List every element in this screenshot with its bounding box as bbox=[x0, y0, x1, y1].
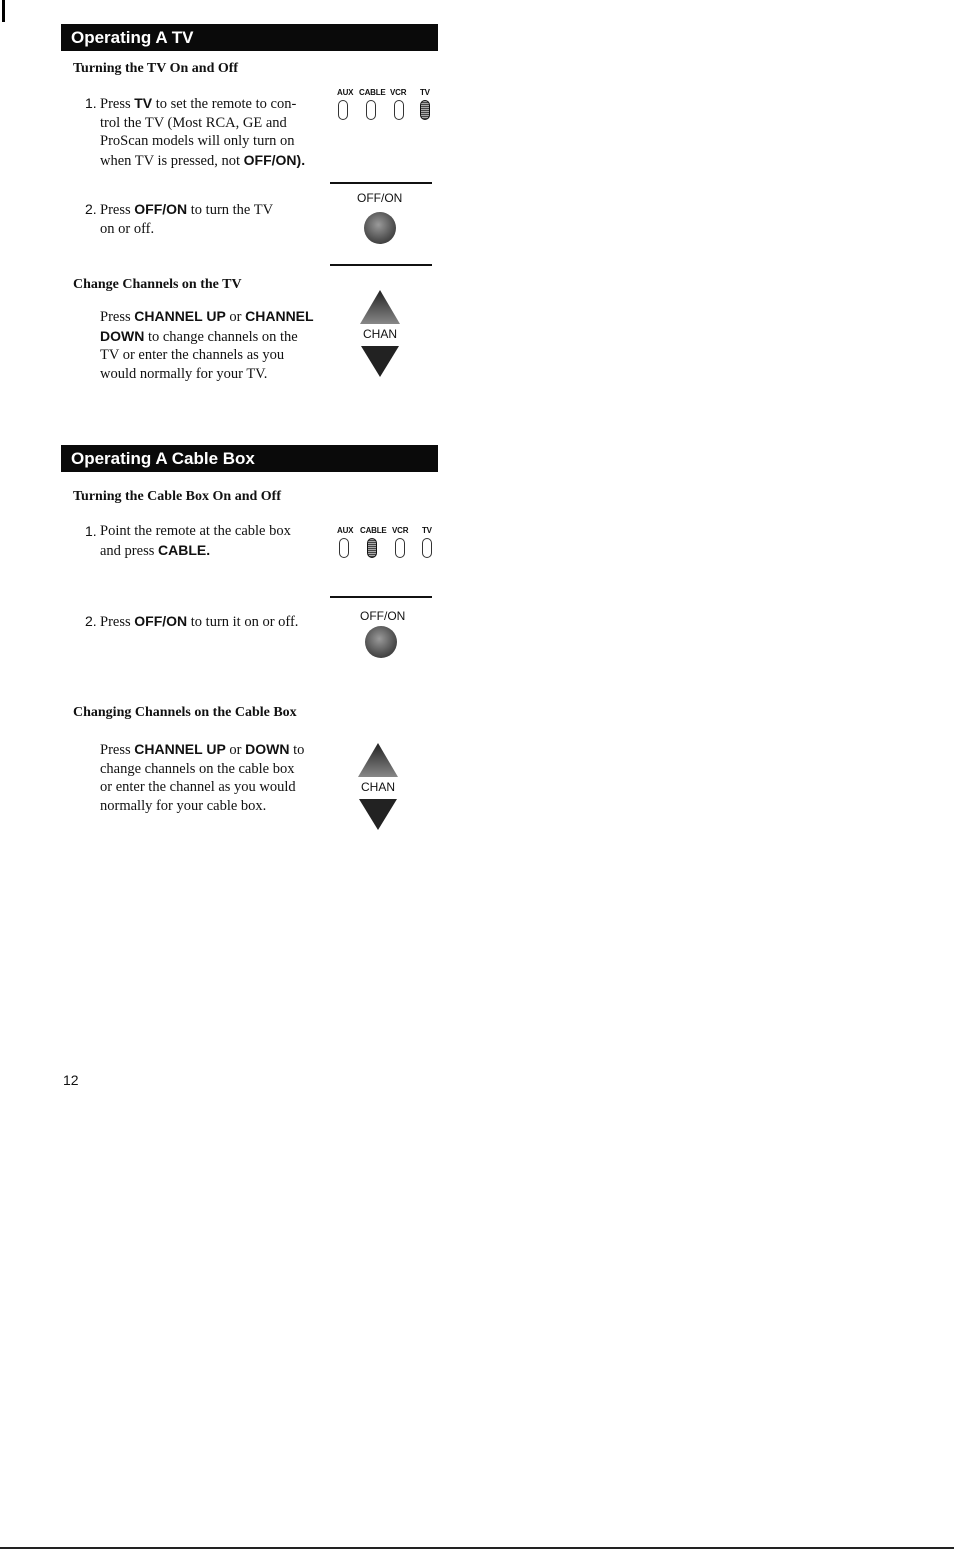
channel-down-icon bbox=[359, 799, 397, 830]
step-text-cable-2: Press OFF/ON to turn it on or off. bbox=[100, 613, 299, 630]
power-button-icon bbox=[364, 212, 396, 244]
divider bbox=[330, 264, 432, 266]
tv-button bbox=[422, 538, 432, 558]
channel-down-icon bbox=[361, 346, 399, 377]
section-title-cable: Operating A Cable Box bbox=[61, 445, 438, 472]
vcr-label: VCR bbox=[392, 526, 409, 535]
aux-button bbox=[338, 100, 348, 120]
channel-text-tv: Press CHANNEL UP or CHANNEL DOWN to change channels on the TV or enter the channels as you would normally for your TV. bbox=[100, 308, 314, 382]
page-bottom-border bbox=[0, 1547, 954, 1549]
offon-label: OFF/ON bbox=[357, 191, 403, 205]
cable-button bbox=[366, 100, 376, 120]
vcr-label: VCR bbox=[390, 88, 407, 97]
step-number: 2. bbox=[85, 201, 97, 217]
aux-button bbox=[339, 538, 349, 558]
step-number: 2. bbox=[85, 613, 97, 629]
chan-label: CHAN bbox=[363, 327, 398, 341]
step-number: 1. bbox=[85, 523, 97, 539]
tv-button bbox=[420, 100, 430, 120]
tv-label: TV bbox=[420, 88, 430, 97]
section-title-tv: Operating A TV bbox=[61, 24, 438, 51]
step-text-tv-2: Press OFF/ON to turn the TV on or off. bbox=[100, 201, 274, 237]
vcr-button bbox=[395, 538, 405, 558]
divider bbox=[330, 596, 432, 598]
subheading-cable-channels: Changing Channels on the Cable Box bbox=[73, 705, 297, 720]
cable-button bbox=[367, 538, 377, 558]
aux-label: AUX bbox=[337, 88, 354, 97]
channel-text-cable: Press CHANNEL UP or DOWN to change channels on the cable box or enter the channel as you would normally for your cable box. bbox=[100, 741, 305, 814]
tv-label: TV bbox=[422, 526, 432, 535]
subheading-tv-channels: Change Channels on the TV bbox=[73, 277, 242, 292]
channel-up-icon bbox=[358, 743, 398, 777]
edge-mark bbox=[2, 0, 5, 22]
divider bbox=[330, 182, 432, 184]
channel-up-icon bbox=[360, 290, 400, 324]
page-number: 12 bbox=[63, 1072, 79, 1088]
step-number: 1. bbox=[85, 95, 97, 111]
cable-label: CABLE bbox=[359, 88, 386, 97]
aux-label: AUX bbox=[337, 526, 354, 535]
power-button-icon bbox=[365, 626, 397, 658]
subheading-tv-on-off: Turning the TV On and Off bbox=[73, 61, 239, 76]
subheading-cable-on-off: Turning the Cable Box On and Off bbox=[73, 489, 281, 504]
offon-label: OFF/ON bbox=[360, 609, 406, 623]
step-text-tv-1: Press TV to set the remote to con- trol the TV (Most RCA, GE and ProScan models will only turn on when TV is pressed, not OFF/ON). bbox=[100, 95, 306, 169]
vcr-button bbox=[394, 100, 404, 120]
cable-label: CABLE bbox=[360, 526, 387, 535]
step-text-cable-1: Point the remote at the cable box and press CABLE. bbox=[100, 523, 291, 559]
chan-label: CHAN bbox=[361, 780, 396, 794]
